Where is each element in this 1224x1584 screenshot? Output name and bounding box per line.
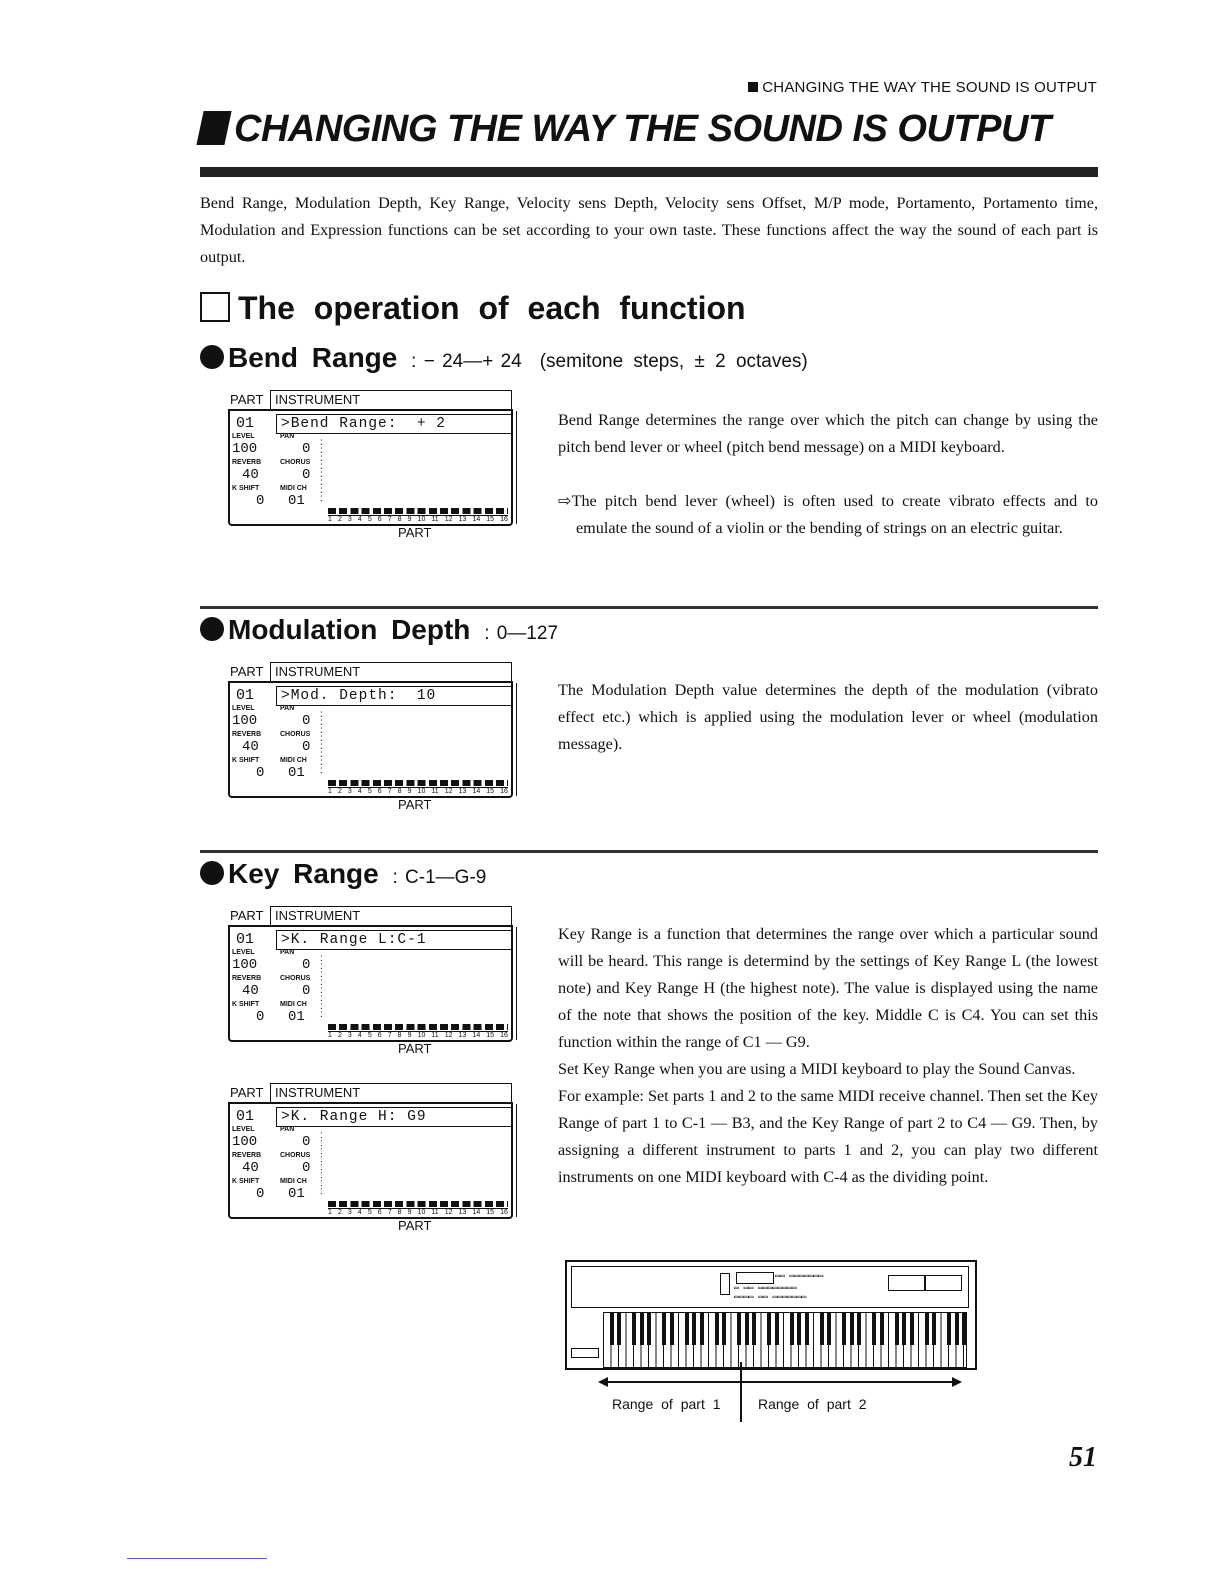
black-key [797, 1313, 801, 1345]
part-number: 6 [377, 1209, 382, 1216]
part-number: 8 [397, 1032, 402, 1039]
black-key [632, 1313, 636, 1345]
part-number: 13 [458, 516, 467, 523]
part-numbers [328, 515, 508, 523]
buttons-icon: ▭▭▭▭ ▭▭ ▭▭▭▭▭▭▭ [734, 1293, 807, 1302]
lcd-instrument-line: >Bend Range: + 2 [276, 414, 512, 434]
black-key [715, 1313, 719, 1345]
black-key [670, 1313, 674, 1345]
slider-icon [720, 1273, 730, 1295]
black-key [962, 1313, 966, 1345]
black-key [880, 1313, 884, 1345]
wheel-icon [571, 1348, 599, 1358]
intro-paragraph: Bend Range, Modulation Depth, Key Range, Velocity sens Depth, Velocity sens Offset, M/P mode, Portamento, Portamento time, Modulation and Expression functions can be set according to your own taste. These functions affect the way the sound of each part is output. [200, 194, 1098, 266]
page-title: CHANGING THE WAY THE SOUND IS OUTPUT [200, 108, 1051, 151]
lcd-screen: 01 >Mod. Depth: 10 LEVEL PAN 100 0 REVERB CHORUS 40 0 K SHIFT MIDI CH 0 01 : : : : : : : : 1 2 3 4 5 6 7 8 9 10 11 12 13 14 15 16 [228, 681, 513, 798]
part-number: 3 [347, 788, 352, 795]
part-number: 4 [357, 788, 362, 795]
part-number: 8 [397, 516, 402, 523]
black-key [947, 1313, 951, 1345]
lcd-screen: 01 >K. Range H: G9 LEVEL PAN 100 0 REVERB CHORUS 40 0 K SHIFT MIDI CH 0 01 : : : : : : : : 1 2 3 4 5 6 7 8 9 10 11 12 13 14 15 16 [228, 1102, 513, 1219]
part-level-bars [328, 1024, 508, 1030]
part-number: 7 [387, 1032, 392, 1039]
part-number: 2 [337, 516, 342, 523]
black-key [767, 1313, 771, 1345]
part-number: 1 [328, 516, 332, 523]
part-number: 12 [444, 788, 453, 795]
part-number: 1 [328, 1032, 332, 1039]
black-key [872, 1313, 876, 1345]
part-number: 6 [377, 788, 382, 795]
range-part-1-label: Range of part 1 [612, 1396, 721, 1412]
black-key [662, 1313, 666, 1345]
title-block-icon [196, 111, 231, 145]
black-key [842, 1313, 846, 1345]
part-number: 13 [458, 788, 467, 795]
part-number: 3 [347, 516, 352, 523]
part-number: 15 [486, 1032, 495, 1039]
black-key [700, 1313, 704, 1345]
part-number: 2 [337, 1209, 342, 1216]
black-key [617, 1313, 621, 1345]
part-number: 5 [367, 516, 372, 523]
lcd-modulation-depth: PART INSTRUMENT 01 >Mod. Depth: 10 LEVEL PAN 100 0 REVERB CHORUS 40 0 K SHIFT MIDI CH 0 01 : : : : : : : : 1 2 3 4 5 6 7 8 9 10 11 12 13 14 15 16 PART [228, 664, 518, 814]
part-level-bars [328, 1201, 508, 1207]
black-key [932, 1313, 936, 1345]
arrow-right-icon [952, 1377, 962, 1387]
lcd-instrument-line: >Mod. Depth: 10 [276, 686, 512, 706]
part-number: 11 [431, 788, 439, 795]
black-key [955, 1313, 959, 1345]
part-numbers [328, 1208, 508, 1216]
part-numbers [328, 787, 508, 795]
black-key [745, 1313, 749, 1345]
page-number: 51 [1069, 1442, 1097, 1473]
buttons-icon: ▭▭ ▭▭▭▭▭▭▭ [775, 1272, 824, 1281]
part-number: 7 [387, 788, 392, 795]
bullet-dot-icon [200, 345, 224, 369]
part-number: 12 [444, 1032, 453, 1039]
black-key [850, 1313, 854, 1345]
black-key [775, 1313, 779, 1345]
black-key [925, 1313, 929, 1345]
part-number: 3 [347, 1209, 352, 1216]
part-number: 11 [431, 516, 439, 523]
black-key [827, 1313, 831, 1345]
part-number: 9 [407, 1032, 412, 1039]
black-key [640, 1313, 644, 1345]
keyboard-panel [571, 1266, 969, 1308]
part-number: 7 [387, 516, 392, 523]
part-number: 2 [337, 1032, 342, 1039]
part-level-bars [328, 508, 508, 514]
part-number: 9 [407, 516, 412, 523]
bend-range-text: Bend Range determines the range over which the pitch can change by using the pitch bend lever or wheel (pitch bend message) on a MIDI keyboard. ⇨The pitch bend lever (wheel) is often used to create vibrato effects and to emulate the sound of a violin or the bending of strings on an electric guitar. [558, 407, 1098, 542]
black-key [610, 1313, 614, 1345]
black-key [902, 1313, 906, 1345]
speaker-icon [888, 1275, 926, 1291]
black-key [805, 1313, 809, 1345]
part-number: 7 [387, 1209, 392, 1216]
lcd-key-range-high: PART INSTRUMENT 01 >K. Range H: G9 LEVEL PAN 100 0 REVERB CHORUS 40 0 K SHIFT MIDI CH 0 01 : : : : : : : : 1 2 3 4 5 6 7 8 9 10 11 12 13 14 15 16 PART [228, 1085, 518, 1235]
part-number: 14 [472, 1209, 481, 1216]
black-key [752, 1313, 756, 1345]
part-number: 10 [417, 516, 426, 523]
modulation-depth-text: The Modulation Depth value determines the depth of the modulation (vibrato effect etc.) which is applied using the modulation lever or wheel (modulation message). [558, 681, 1098, 753]
lcd-screen: 01 >K. Range L:C-1 LEVEL PAN 100 0 REVERB CHORUS 40 0 K SHIFT MIDI CH 0 01 : : : : : : : : 1 2 3 4 5 6 7 8 9 10 11 12 13 14 15 16 [228, 925, 513, 1042]
modulation-depth-heading: Modulation Depth : 0—127 [200, 614, 558, 646]
part-number: 11 [431, 1032, 439, 1039]
black-key [820, 1313, 824, 1345]
key-range-heading: Key Range : C-1—G-9 [200, 858, 486, 890]
part-number: 14 [472, 788, 481, 795]
black-key [722, 1313, 726, 1345]
range-arrow [600, 1381, 960, 1383]
part-number: 4 [357, 1032, 362, 1039]
arrow-left-icon [598, 1377, 608, 1387]
part-number: 8 [397, 1209, 402, 1216]
bend-range-note: ⇨The pitch bend lever (wheel) is often used to create vibrato effects and to emulate the sound of a violin or the bending of strings on an electric guitar. [558, 492, 1098, 537]
part-number: 3 [347, 1032, 352, 1039]
part-number: 13 [458, 1209, 467, 1216]
checkbox-square-icon [200, 292, 230, 322]
black-key [692, 1313, 696, 1345]
part-number: 16 [500, 1209, 508, 1216]
black-key [647, 1313, 651, 1345]
lcd-bend-range: PART INSTRUMENT 01 >Bend Range: + 2 LEVEL PAN 100 0 REVERB CHORUS 40 0 K SHIFT MIDI CH 0 01 : : : : : : : : 1 2 3 4 5 6 7 8 9 10 11 12 13 14 15 16 PART [228, 392, 518, 542]
black-key [737, 1313, 741, 1345]
lcd-instrument-line: >K. Range H: G9 [276, 1107, 512, 1127]
black-key [857, 1313, 861, 1345]
part-number: 15 [486, 516, 495, 523]
part-number: 12 [444, 1209, 453, 1216]
keyboard-illustration [565, 1260, 977, 1370]
black-key [895, 1313, 899, 1345]
part-number: 10 [417, 1209, 426, 1216]
title-rule [200, 167, 1098, 177]
part-number: 9 [407, 1209, 412, 1216]
operation-heading: The operation of each function [200, 290, 746, 327]
part-number: 15 [486, 788, 495, 795]
part-number: 1 [328, 788, 332, 795]
black-key [685, 1313, 689, 1345]
lcd-instrument-line: >K. Range L:C-1 [276, 930, 512, 950]
lcd-key-range-low: PART INSTRUMENT 01 >K. Range L:C-1 LEVEL PAN 100 0 REVERB CHORUS 40 0 K SHIFT MIDI CH 0 01 : : : : : : : : 1 2 3 4 5 6 7 8 9 10 11 12 13 14 15 16 PART [228, 908, 518, 1058]
display-icon [736, 1272, 774, 1284]
speaker-icon [924, 1275, 962, 1291]
piano-keys [603, 1312, 967, 1368]
part-number: 16 [500, 788, 508, 795]
part-number: 10 [417, 788, 426, 795]
part-number: 1 [328, 1209, 332, 1216]
part-number: 14 [472, 516, 481, 523]
section-rule [200, 606, 1098, 609]
part-number: 12 [444, 516, 453, 523]
part-number: 8 [397, 788, 402, 795]
part-numbers [328, 1031, 508, 1039]
part-number: 14 [472, 1032, 481, 1039]
buttons-icon: ▭ ▭▭ ▭▭▭▭▭▭▭▭ [734, 1284, 797, 1293]
bend-range-heading: Bend Range : − 24—+ 24 (semitone steps, ± 2 octaves) [200, 342, 808, 374]
footer-rule [127, 1558, 267, 1559]
part-number: 4 [357, 1209, 362, 1216]
bullet-dot-icon [200, 861, 224, 885]
part-number: 2 [337, 788, 342, 795]
black-key [790, 1313, 794, 1345]
part-number: 15 [486, 1209, 495, 1216]
bullet-dot-icon [200, 617, 224, 641]
running-head: CHANGING THE WAY THE SOUND IS OUTPUT [748, 79, 1097, 96]
part-number: 5 [367, 1209, 372, 1216]
part-number: 13 [458, 1032, 467, 1039]
part-number: 4 [357, 516, 362, 523]
part-number: 11 [431, 1209, 439, 1216]
range-part-2-label: Range of part 2 [758, 1396, 867, 1412]
part-number: 16 [500, 516, 508, 523]
square-bullet-icon [748, 82, 758, 92]
part-number: 6 [377, 1032, 382, 1039]
section-rule [200, 850, 1098, 853]
split-point-line [740, 1362, 742, 1422]
lcd-screen: 01 >Bend Range: + 2 LEVEL PAN 100 0 REVERB CHORUS 40 0 K SHIFT MIDI CH 0 01 : : : : : : : : 1 2 3 4 5 6 7 8 9 10 11 12 13 14 15 16 [228, 409, 513, 526]
part-number: 6 [377, 516, 382, 523]
part-level-bars [328, 780, 508, 786]
part-number: 5 [367, 788, 372, 795]
black-key [910, 1313, 914, 1345]
part-number: 16 [500, 1032, 508, 1039]
part-number: 10 [417, 1032, 426, 1039]
part-number: 5 [367, 1032, 372, 1039]
part-number: 9 [407, 788, 412, 795]
key-range-text: Key Range is a function that determines the range over which a particular sound will be heard. This range is determind by the settings of Key Range L (the lowest note) and Key Range H (the highest note). The value is displayed using the name of the note that shows the position of the key. Middle C is C4. You can set this function within the range of C1 — G9. Set Key Range when you are using a MIDI keyboard to play the Sound Canvas. For example: Set parts 1 and 2 to the same MIDI receive channel. Then set the Key Range of part 1 to C-1 — B3, and the Key Range of part 2 to C4 — G9. Then, by assigning a different instrument to parts 1 and 2, you can play two different instruments on one MIDI keyboard with C-4 as the dividing point. [558, 925, 1098, 1186]
